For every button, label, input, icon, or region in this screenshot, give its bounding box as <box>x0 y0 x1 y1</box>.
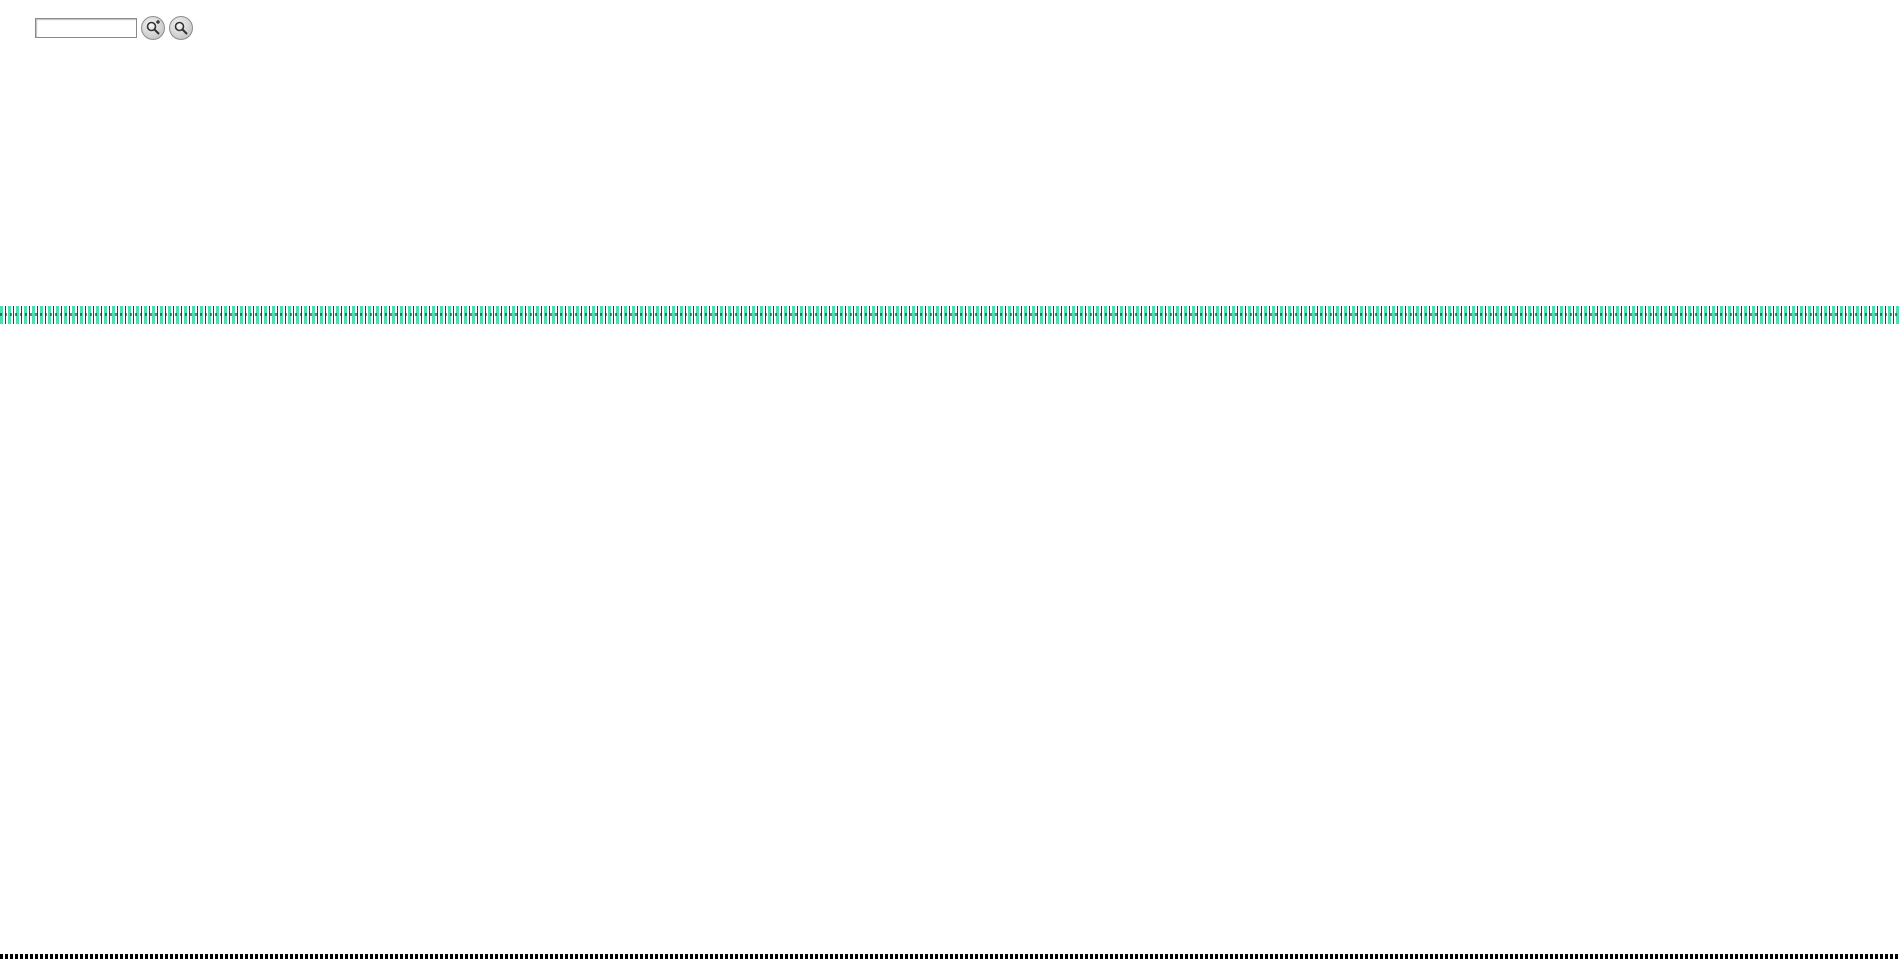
search-add-icon[interactable] <box>141 16 165 40</box>
bottom-table <box>0 326 1899 959</box>
search-input[interactable] <box>35 18 137 38</box>
top-table <box>0 68 1899 304</box>
bottom-noise <box>0 954 1899 959</box>
magnifier-icon[interactable] <box>169 16 193 40</box>
search-bar <box>35 16 193 40</box>
glitch-band <box>0 306 1899 324</box>
